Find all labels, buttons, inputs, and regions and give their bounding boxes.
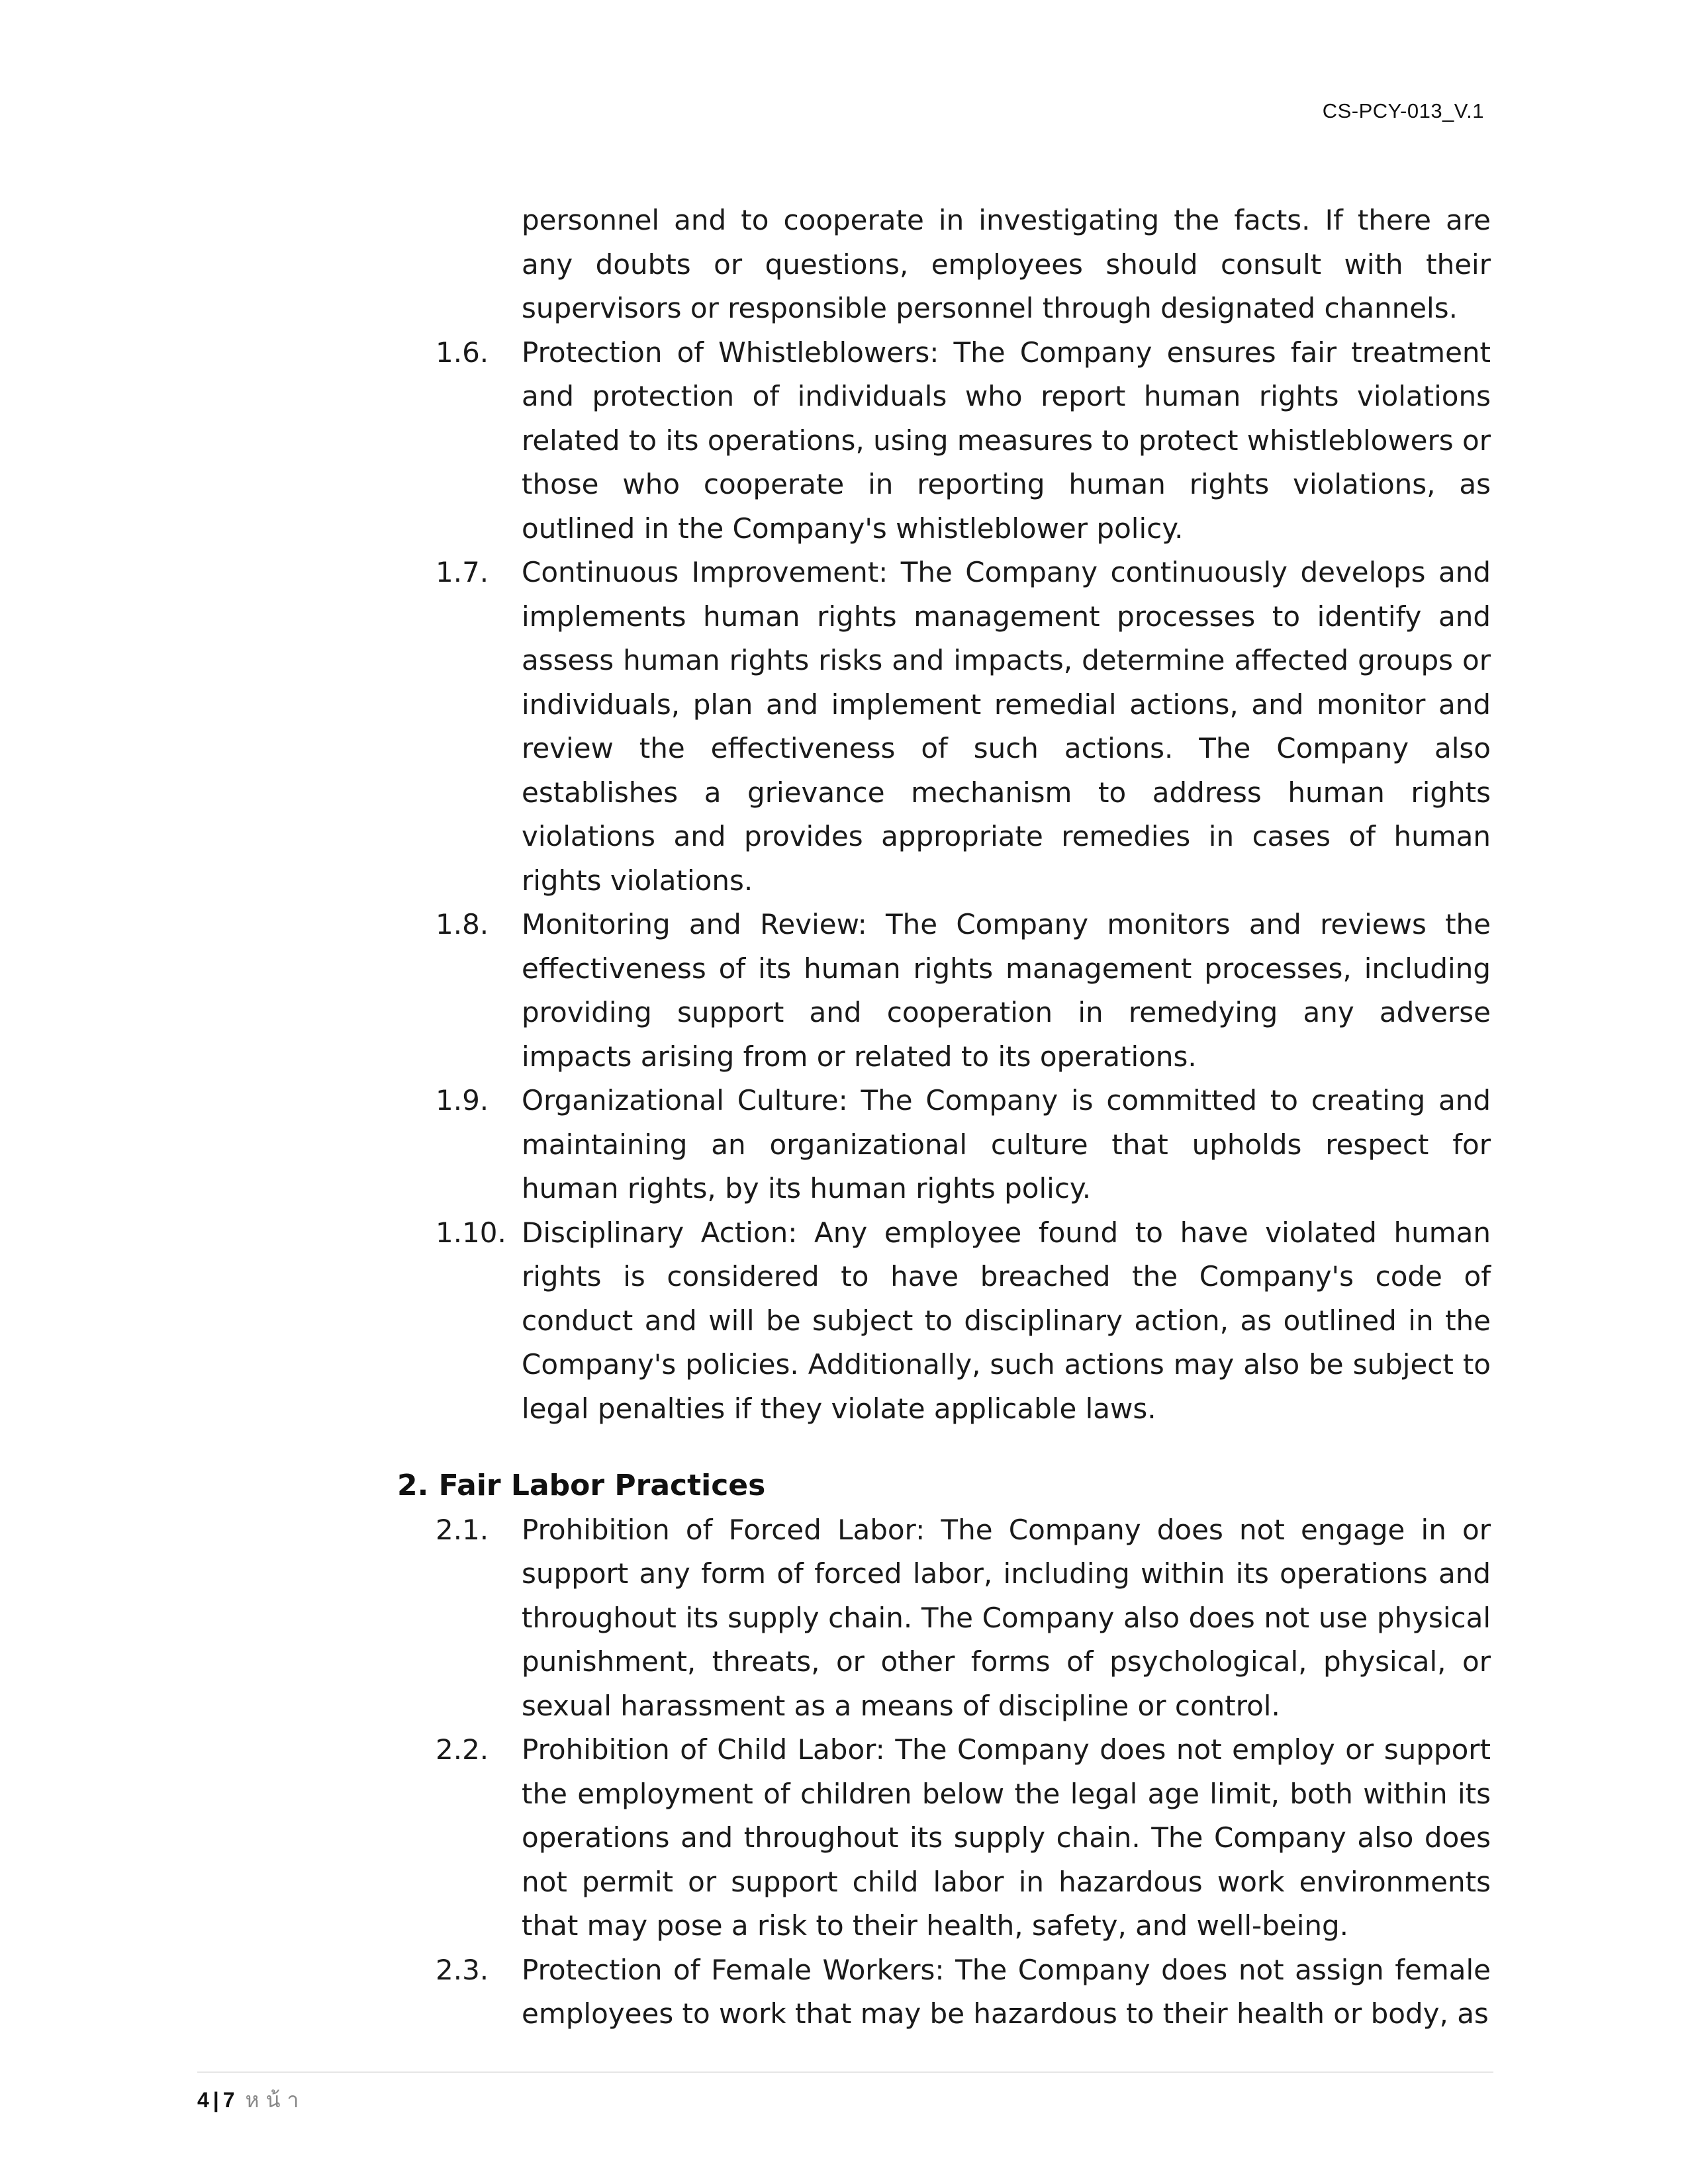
document-body (0, 199, 1688, 2036)
list-item-2-1 (436, 1508, 1491, 1729)
section-heading-fair-labor: 2. Fair Labor Practices (397, 1469, 766, 1502)
list-item-2-3 (436, 1948, 1491, 2036)
item-number: 2.2. (436, 1733, 489, 1766)
list-item-1-7 (436, 551, 1491, 903)
item-text: Organizational Culture: The Company is committed to creating and maintaining an organizational culture that upholds respect for human rights, by its human rights policy. (522, 1084, 1491, 1205)
item-number: 2.1. (436, 1513, 489, 1546)
page-total: 7 (222, 2088, 236, 2112)
list-item-1-9 (436, 1079, 1491, 1211)
list-item-1-10 (436, 1211, 1491, 1432)
item-text: Prohibition of Forced Labor: The Company does not engage in or support any form of forced labor, including within its operations and throughout its supply chain. The Company also does not use physical punishment, threats, or other forms of psychological, physical, or sexual harassment as a means of discipline or control. (522, 1513, 1491, 1722)
item-number: 1.9. (436, 1084, 489, 1116)
item-number: 1.10. (436, 1216, 506, 1249)
item-text: Prohibition of Child Labor: The Company does not employ or support the employment of children below the legal age limit, both within its operations and throughout its supply chain. The Company also does not permit or support child labor in hazardous work environments that may pose a risk to their health, safety, and well-being. (522, 1733, 1491, 1942)
footer-divider (197, 2071, 1493, 2073)
list-item-1-8 (436, 903, 1491, 1079)
page-current: 4 (197, 2088, 211, 2112)
page-word: หน้า (245, 2088, 306, 2112)
item-text: Protection of Female Workers: The Company does not assign female employees to work that may be hazardous to their health or body, as (522, 1953, 1491, 2030)
list-item-1-6 (436, 331, 1491, 551)
continuation-paragraph: personnel and to cooperate in investigating the facts. If there are any doubts or questions, employees should consult with their supervisors or responsible personnel through designated channels. (522, 204, 1491, 324)
item-text: Monitoring and Review: The Company monitors and reviews the effectiveness of its human rights management processes, including providing support and cooperation in remedying any adverse impacts arising from or related to its operations. (522, 908, 1491, 1073)
item-number: 1.6. (436, 336, 489, 369)
page-separator: | (212, 2088, 220, 2112)
item-text: Continuous Improvement: The Company continuously develops and implements human rights management processes to identify and assess human rights risks and impacts, determine affected groups or individuals, plan and implement remedial actions, and monitor and review the effectiveness of such actions. The Company also establishes a grievance mechanism to address human rights violations and provides appropriate remedies in cases of human rights violations. (522, 556, 1491, 897)
item-text: Protection of Whistleblowers: The Company ensures fair treatment and protection of individuals who report human rights violations related to its operations, using measures to protect whistleblowers or those who cooperate in reporting human rights violations, as outlined in the Company's whistleblower policy. (522, 336, 1491, 545)
document-code: CS-PCY-013_V.1 (1322, 99, 1484, 122)
item-number: 1.8. (436, 908, 489, 940)
item-text: Disciplinary Action: Any employee found to have violated human rights is considered to have breached the Company's code of conduct and will be subject to disciplinary action, as outlined in the Company's policies. Additionally, such actions may also be subject to legal penalties if they violate applicable laws. (522, 1216, 1491, 1425)
page-indicator (197, 2083, 305, 2117)
list-item-2-2 (436, 1728, 1491, 1948)
item-number: 1.7. (436, 556, 489, 588)
item-number: 2.3. (436, 1953, 489, 1986)
